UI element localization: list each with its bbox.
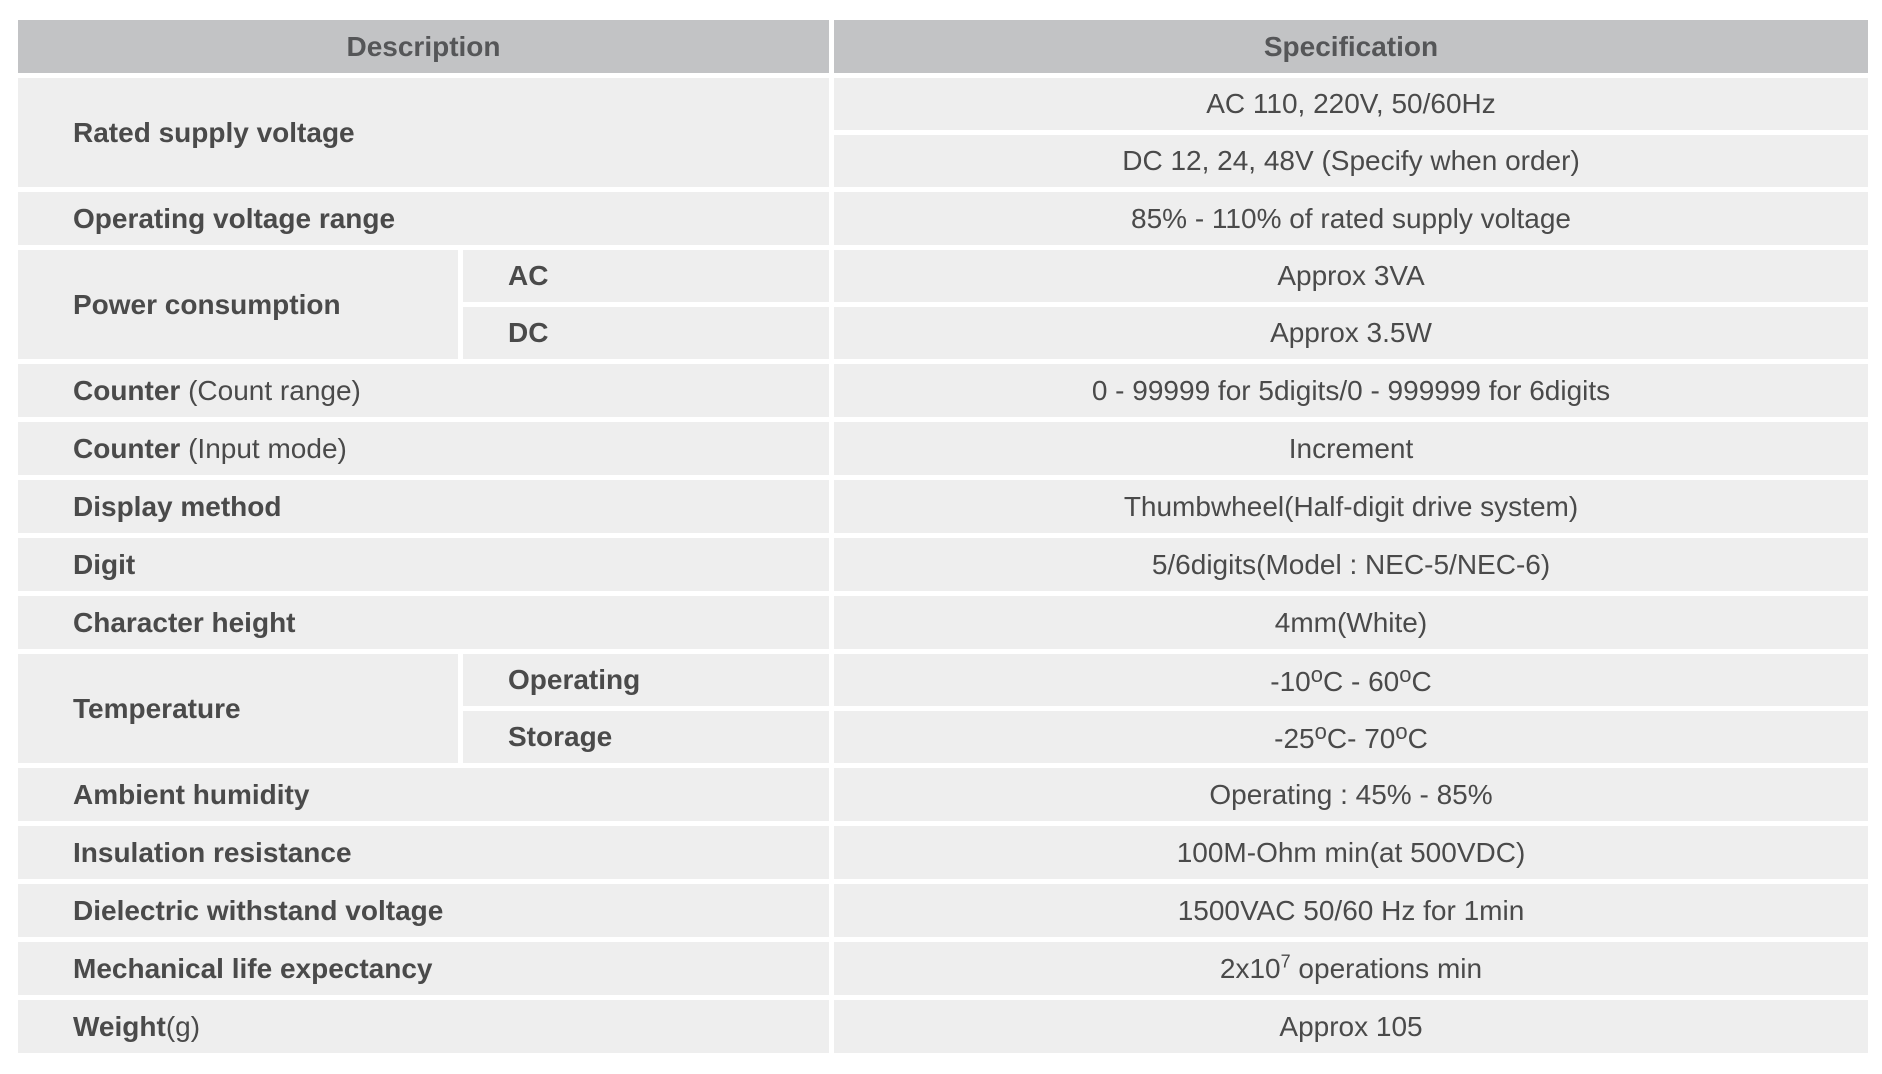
rated-supply-voltage-ac-value: AC 110, 220V, 50/60Hz [834,78,1868,135]
digit-value: 5/6digits(Model : NEC-5/NEC-6) [834,538,1868,596]
table-row [18,942,1868,1000]
operating-voltage-range-value: 85% - 110% of rated supply voltage [834,192,1868,250]
display-method-label: Display method [18,480,834,538]
power-consumption-ac-value: Approx 3VA [834,250,1868,307]
table-row [18,884,1868,942]
display-method-value: Thumbwheel(Half-digit drive system) [834,480,1868,538]
table-row [18,538,1868,596]
ambient-humidity-label: Ambient humidity [18,768,834,826]
operating-voltage-range-label: Operating voltage range [18,192,834,250]
counter-count-range-label-bold: Counter [73,374,181,406]
temperature-operating-label: Operating [463,654,834,711]
table-row [18,250,1868,307]
table-row [18,78,1868,135]
table-row [18,480,1868,538]
character-height-label: Character height [18,596,834,654]
degree-symbol: o [1310,662,1323,687]
temperature-label: Temperature [18,654,463,768]
counter-count-range-label-plain: (Count range) [180,374,361,406]
degree-symbol: o [1399,662,1412,687]
counter-input-mode-label-plain: (Input mode) [180,432,347,464]
counter-input-mode-label-bold: Counter [73,432,181,464]
digit-label: Digit [18,538,834,596]
header-description: Description [18,20,834,78]
table-row [18,422,1868,480]
rated-supply-voltage-dc-value: DC 12, 24, 48V (Specify when order) [834,135,1868,192]
dielectric-withstand-voltage-label: Dielectric withstand voltage [18,884,834,942]
table-row [18,596,1868,654]
mechanical-life-expectancy-value: $2x10^7$ operations min [834,942,1868,1000]
rated-supply-voltage-label: Rated supply voltage [18,78,834,192]
power-consumption-dc-value: Approx 3.5W [834,307,1868,364]
mechanical-life-expectancy-label: Mechanical life expectancy [18,942,834,1000]
weight-label-plain: (g) [165,1010,201,1042]
ambient-humidity-value: Operating : 45% - 85% [834,768,1868,826]
power-consumption-ac-label: AC [463,250,834,307]
temperature-storage-value: -25$^o$C- 70$^o$C [834,711,1868,768]
temperature-operating-value: -10$^o$C - 60$^o$C [834,654,1868,711]
exponent: 7 [1280,951,1291,972]
weight-value: Approx 105 [834,1000,1868,1058]
header-specification: Specification [834,20,1868,78]
spec-table [18,20,1868,1058]
table-row [18,768,1868,826]
header-row [18,20,1868,78]
insulation-resistance-label: Insulation resistance [18,826,834,884]
weight-label [18,1000,834,1058]
table-row [18,364,1868,422]
weight-label-bold: Weight [73,1010,166,1042]
temperature-storage-label: Storage [463,711,834,768]
insulation-resistance-value: 100M-Ohm min(at 500VDC) [834,826,1868,884]
character-height-value: 4mm(White) [834,596,1868,654]
table-row [18,826,1868,884]
counter-input-mode-label [18,422,834,480]
power-consumption-label: Power consumption [18,250,463,364]
degree-symbol: o [1314,719,1327,744]
table-row [18,192,1868,250]
counter-count-range-value: 0 - 99999 for 5digits/0 - 999999 for 6digits [834,364,1868,422]
counter-input-mode-value: Increment [834,422,1868,480]
dielectric-withstand-voltage-value: 1500VAC 50/60 Hz for 1min [834,884,1868,942]
degree-symbol: o [1395,719,1408,744]
table-row [18,654,1868,711]
table-row [18,1000,1868,1058]
power-consumption-dc-label: DC [463,307,834,364]
counter-count-range-label [18,364,834,422]
